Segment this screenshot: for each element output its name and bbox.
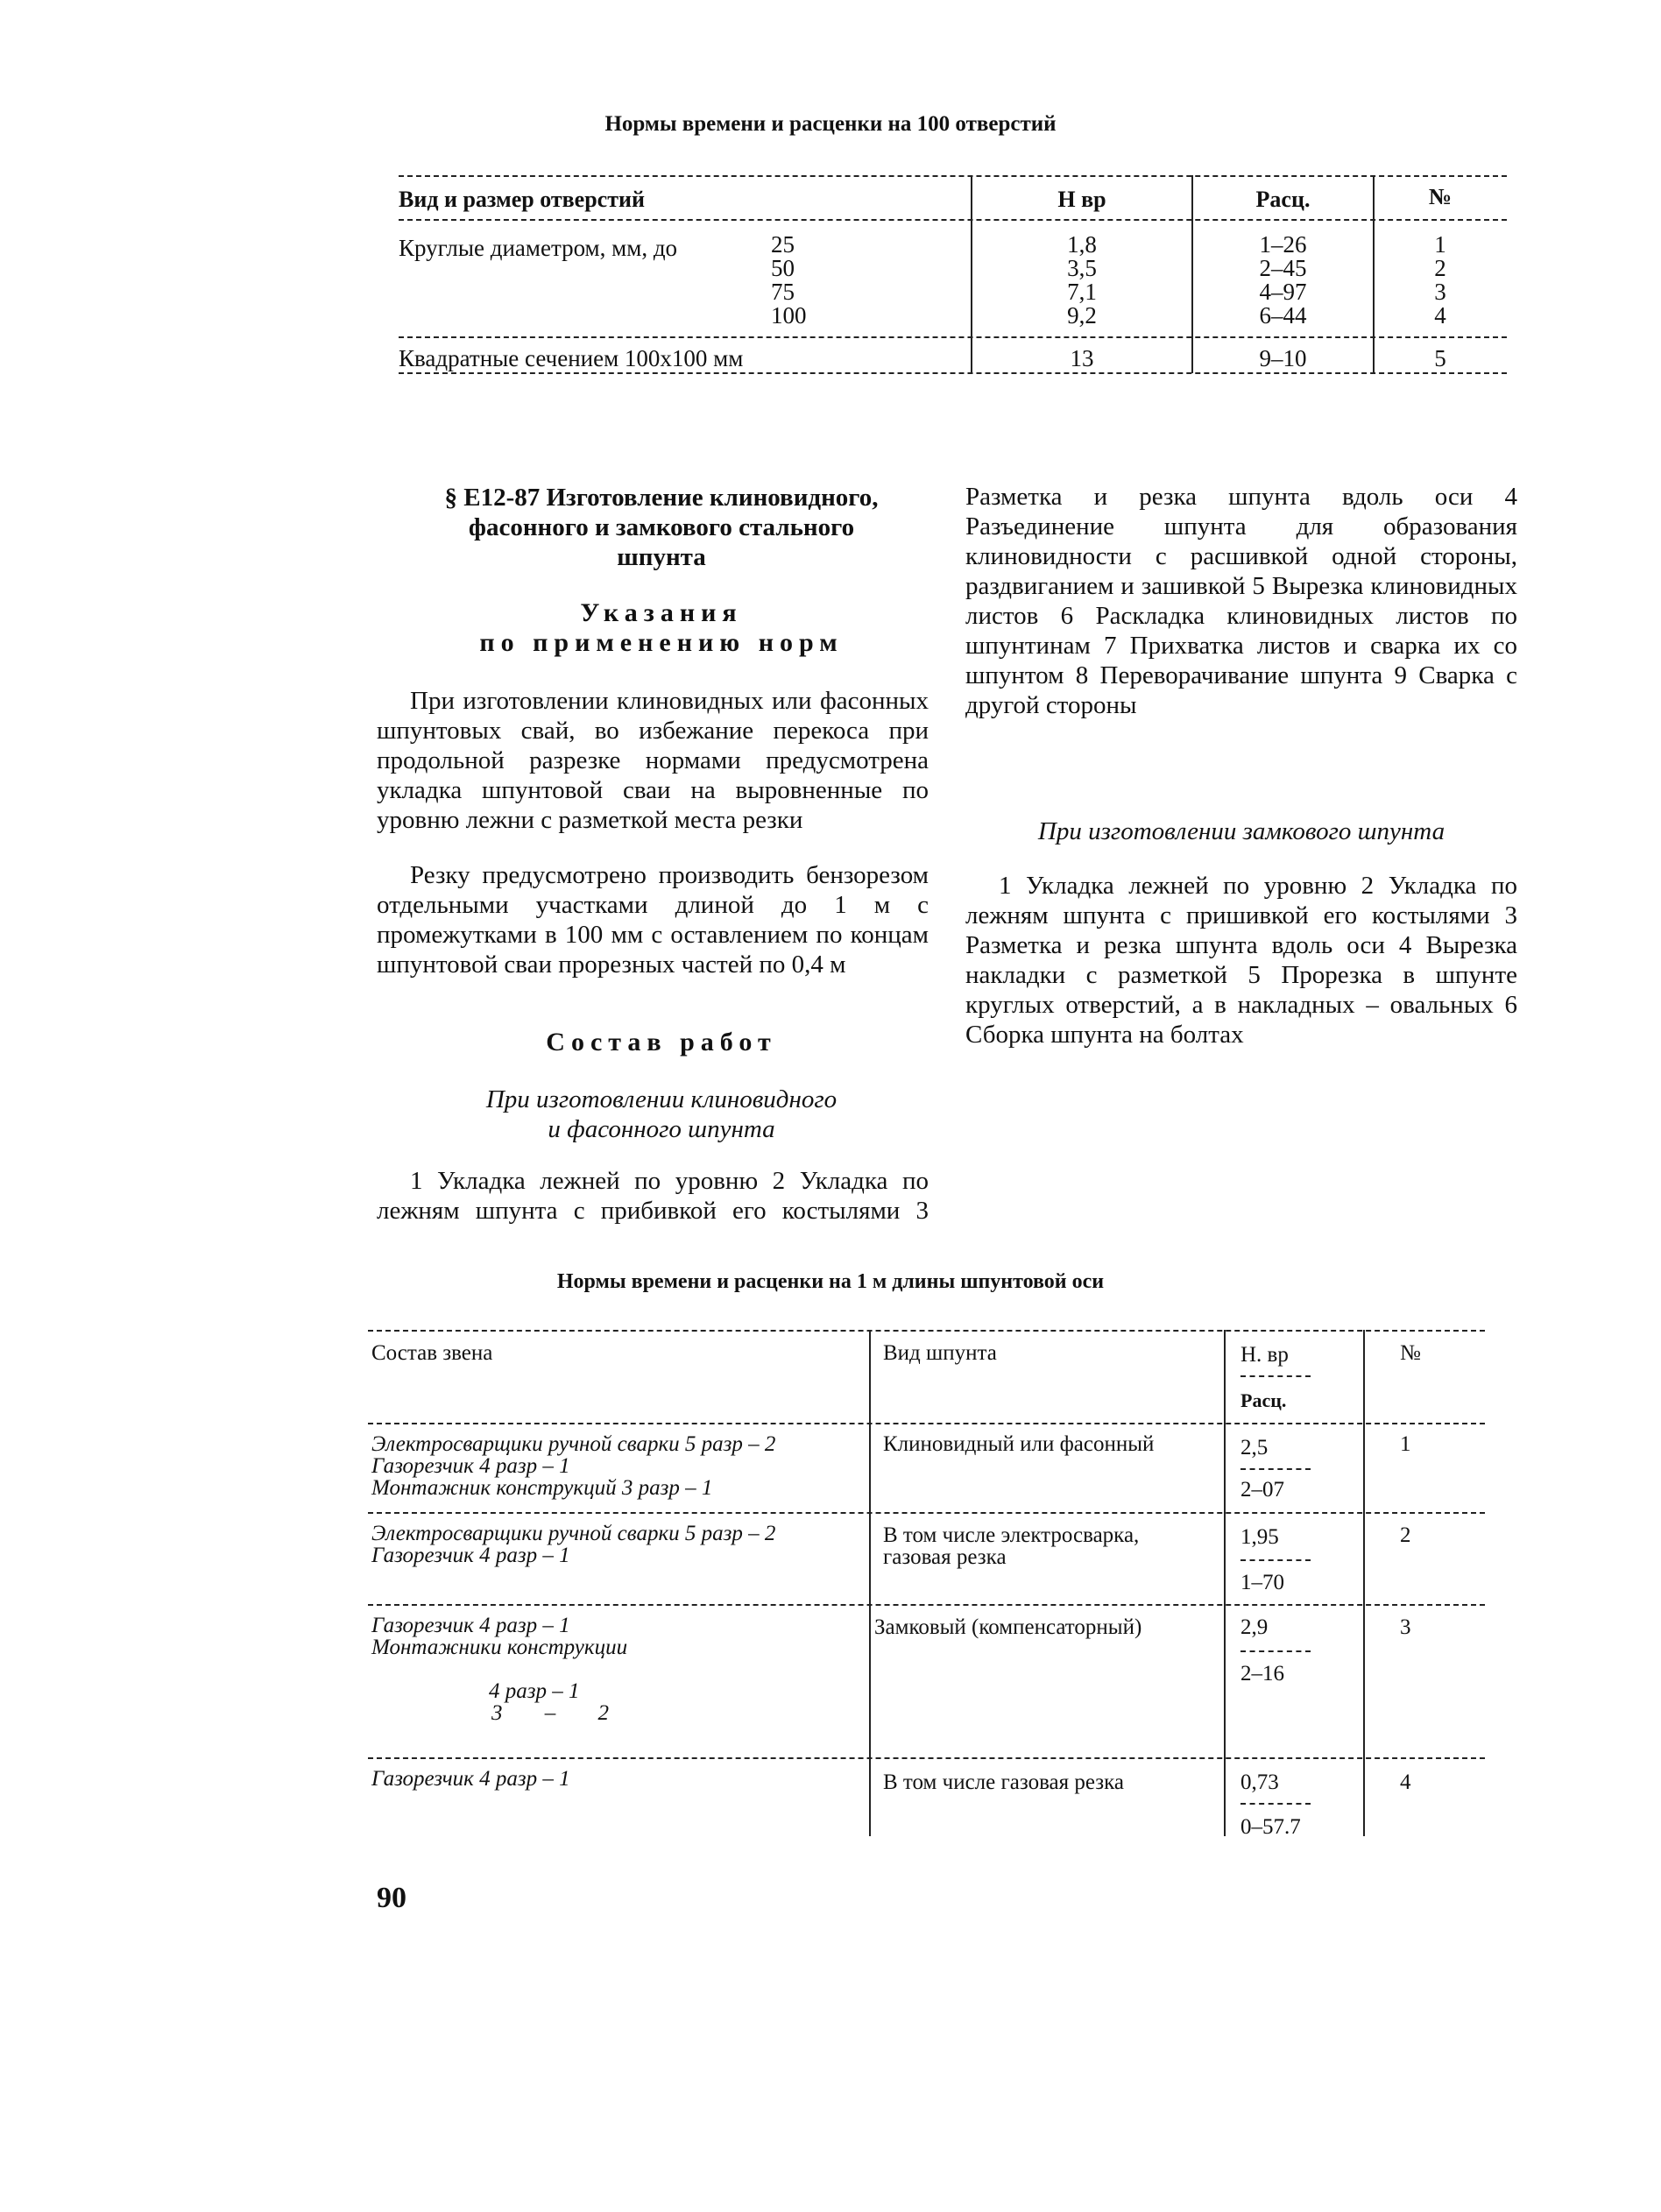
nvr-value: 3,5 [1067, 255, 1097, 281]
fraction-rule [1240, 1468, 1311, 1470]
instructions-title-line: по применению норм [479, 628, 844, 657]
hole-size: 75 [771, 279, 795, 305]
works-subtitle-1 [377, 1085, 946, 1144]
table2-header-nvr: Н. вр [1240, 1343, 1289, 1367]
row-number: 2 [1434, 255, 1446, 281]
table1-row [771, 304, 807, 328]
nvr-value: 0,73 [1240, 1770, 1279, 1794]
crew-line: Монтажник конструкций 3 разр – 1 [371, 1476, 713, 1500]
works-list-1-continued-frame [965, 482, 1517, 750]
hole-size: 50 [771, 255, 795, 281]
rasc-value: 6–44 [1259, 302, 1307, 329]
instructions-title [377, 598, 946, 658]
section-heading-line: шпунта [617, 543, 706, 571]
table1-header-rasc: Расц. [1255, 187, 1311, 212]
table2-row-rule [368, 1512, 1485, 1514]
table2-row-rule [368, 1757, 1485, 1759]
row-number: 4 [1400, 1770, 1411, 1794]
crew-line: Монтажники конструкции [371, 1636, 628, 1659]
table2-header-crew: Состав звена [371, 1341, 493, 1365]
nvr-value: 2,9 [1240, 1615, 1269, 1639]
rasc-value: 1–70 [1240, 1571, 1284, 1594]
row-number: 1 [1434, 231, 1446, 258]
rasc-value: 2–16 [1240, 1662, 1284, 1686]
pile-type: газовая резка [883, 1545, 1007, 1569]
rasc-value: 2–07 [1240, 1478, 1284, 1502]
table2-header-num: № [1400, 1341, 1421, 1365]
table1-bottom-rule [399, 372, 1507, 374]
pile-type: В том числе газовая резка [883, 1770, 1125, 1794]
fraction-rule [1240, 1375, 1311, 1377]
page-number: 90 [377, 1882, 406, 1914]
instructions-paragraph-2: Резку предусмотрено производить бензорезом отдельными участками длиной до 1 м с промежутками в 100 мм с оставлением по концам шпунтовой сваи прорезных частей по 0,4 м [377, 861, 929, 979]
rasc-value: 9–10 [1259, 345, 1307, 371]
fraction-rule [1240, 1650, 1311, 1652]
row-number: 5 [1434, 345, 1446, 371]
table1-title: Нормы времени и расценки на 100 отверстий [604, 112, 1057, 136]
section-heading [377, 483, 946, 572]
crew-line: 4 разр – 1 [489, 1679, 580, 1703]
table2-header-rule [368, 1423, 1485, 1424]
table2-vline-1 [869, 1330, 871, 1836]
rasc-value: 2–45 [1259, 255, 1307, 281]
hole-size: 25 [771, 231, 795, 258]
nvr-value: 1,95 [1240, 1525, 1279, 1549]
table2-top-rule [368, 1330, 1485, 1332]
works-list-1-continued: Разметка и резка шпунта вдоль оси 4 Разъединение шпунта для образования клиновидности с расшивкой одной стороны, раздвиганием и зашивкой 5 Вырезка клиновидных листов 6 Раскладка клиновидных листов по шпунтинам 7 Прихватка листов и сварка их со шпунтом 8 Переворачивание шпунта 9 Сварка с другой стороны [965, 483, 1517, 719]
table1-group-rule [399, 336, 1507, 338]
round-holes-label: Круглые диаметром, мм, до [399, 235, 678, 261]
works-subtitle-line: При изготовлении клиновидного [485, 1085, 838, 1113]
crew-line: Газорезчик 4 разр – 1 [371, 1767, 570, 1791]
table2-title: Нормы времени и расценки на 1 м длины шпунтовой оси [556, 1270, 1105, 1293]
crew-line: 3 – 2 [491, 1701, 609, 1725]
rasc-value: 1–26 [1259, 231, 1307, 258]
nvr-value: 1,8 [1067, 231, 1097, 258]
row-number: 3 [1400, 1615, 1411, 1639]
works-title: Состав работ [546, 1028, 777, 1057]
table2-vline-2 [1224, 1330, 1226, 1836]
instructions-title-line: Указания [580, 598, 743, 627]
table2-header-rasc: Расц. [1240, 1389, 1287, 1411]
rasc-value: 0–57.7 [1240, 1815, 1301, 1839]
table1-row [771, 257, 795, 280]
table1-row [771, 233, 795, 257]
works-subtitle-line: и фасонного шпунта [548, 1115, 775, 1143]
row-number: 1 [1400, 1432, 1411, 1456]
section-heading-line: фасонного и замкового стального [468, 513, 855, 541]
table2-row-rule [368, 1604, 1485, 1606]
nvr-value: 9,2 [1067, 302, 1097, 329]
table1-header-nvr: Н вр [1057, 187, 1106, 212]
table1-header-kind: Вид и размер отверстий [399, 187, 645, 212]
crew-line: Электросварщики ручной сварки 5 разр – 2 [371, 1432, 776, 1456]
row-number: 3 [1434, 279, 1446, 305]
table1-header-num: № [1428, 184, 1452, 209]
hole-size: 100 [771, 302, 807, 329]
table1-top-rule [399, 175, 1507, 177]
works-list-2: 1 Укладка лежней по уровню 2 Укладка по лежням шпунта с пришивкой его костылями 3 Разметка и резка шпунта вдоль оси 4 Вырезка накладки с разметкой 5 Прорезка в шпунте круглых отверстий, а в накладных – овальных 6 Сборка шпунта на болтах [965, 872, 1517, 1049]
crew-line: Газорезчик 4 разр – 1 [371, 1544, 570, 1567]
nvr-value: 13 [1070, 345, 1094, 371]
row-number: 2 [1400, 1523, 1411, 1547]
fraction-rule [1240, 1803, 1311, 1805]
nvr-value: 2,5 [1240, 1436, 1269, 1459]
table1-row [771, 280, 795, 304]
crew-line: Газорезчик 4 разр – 1 [371, 1614, 570, 1637]
row-number: 4 [1434, 302, 1446, 329]
section-heading-line: § Е12-87 Изготовление клиновидного, [444, 484, 879, 512]
pile-type: В том числе электросварка, [883, 1523, 1140, 1547]
rasc-value: 4–97 [1259, 279, 1307, 305]
works-subtitle-2: При изготовлении замкового шпунта [1037, 817, 1445, 845]
pile-type: Клиновидный или фасонный [883, 1432, 1155, 1456]
table1-header-rule [399, 219, 1507, 221]
fraction-rule [1240, 1559, 1311, 1561]
crew-line: Газорезчик 4 разр – 1 [371, 1454, 570, 1478]
crew-line: Электросварщики ручной сварки 5 разр – 2 [371, 1522, 776, 1545]
works-list-1-start: 1 Укладка лежней по уровню 2 Укладка по лежням шпунта с прибивкой его костылями 3 [377, 1167, 929, 1225]
table2-header-type: Вид шпунта [883, 1341, 997, 1365]
nvr-value: 7,1 [1067, 279, 1097, 305]
table2-vline-3 [1363, 1330, 1365, 1836]
pile-type: Замковый (компенсаторный) [874, 1615, 1142, 1639]
square-holes-label: Квадратные сечением 100x100 мм [399, 345, 744, 371]
instructions-paragraph-1: При изготовлении клиновидных или фасонных шпунтовых свай, во избежание перекоса при продольной разрезке нормами предусмотрена укладка шпунтовой сваи на выровненные по уровню лежни с разметкой места резки [377, 687, 929, 834]
